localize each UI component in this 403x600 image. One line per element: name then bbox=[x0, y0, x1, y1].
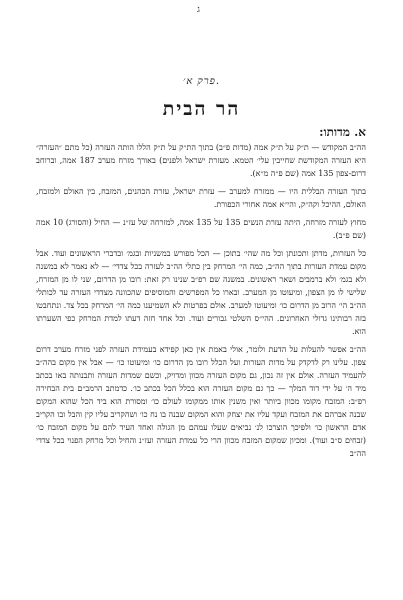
body-text bbox=[36, 124, 366, 594]
paragraph: כל העזרות, מדתן ותכונתן וכל מה שהי׳ בתוכן — הכל מפורש במשניות ובגמ׳ ובדברי הראשונים ועוד. אבל מקום עמדת העזרות בתוך הה״ב, כמה הי׳ המרחק בין כתלי הה״ב לעזרה בכל צדדי׳ — לא נאמר לא במשנה ולא בגמ׳ ולא ברמבים ושאר ראשונים. במשנה שם רפ״ב שנינו רק זאת: רובו מן הדרום, שני לו מן המזרח, שלישי לו מן הצפון, ומיעוטו מן המערב. ובארו כל המפרשים והמוסיפים שהכוונה מצדדי העזרה עד לכותלי הה״ב הי׳ הרוב מן הדרום כו׳ ומיעוטו למערב. אולם בפרטות לא השמיענו כמה הי׳ המרחק בכל צד. ונתחבטו בזה רבותינו גדולי האחרונים. ההי״ס השלטי גבורים ועוד. וכל אחד חזה דעתו למדת המרחק כפי השערתו הוא. bbox=[36, 249, 366, 336]
page-marker: ג bbox=[197, 5, 200, 15]
paragraph: מחוץ לעזרה מזרחה, היתה עזרת הנשים 135 על 135 אמה, למזרחה של עז״נ — החיל (והסורג) 10 אמה (שם פ״ב). bbox=[36, 218, 366, 240]
paragraph: בתוך העזרה הבללית היו — ממזרח למערב — עזרת ישראל, עזרת הכהנים, המזבח, בין האולם ולמזבח, האולם, ההיכל וקה״ק, והי״א אמה אחורי הכפורת. bbox=[36, 187, 366, 209]
paragraph: הה״ב המקודש — ת״ק על ת״ק אמה (מדות פ״ב) בתוך הת״ק על ת״ק הללו הותה העזרה (כל מתם ״העזרה״ היא העזרה המקודשת שחייבין עלי׳ הטמא. מעזרת ישראל ולפנים) באורך מזרח מערב 187 אמה, וברוחב דרום-צפון 135 אמה (שם פ״ה מ״א). bbox=[36, 143, 366, 178]
paragraph: הה״ב אפשר להעלות על הדעת ולומר, אולי באמת אין כאן קפידא בעמידת העזרה לפני מזרח מערב דרום צפון. עלינו רק לדקדק על מדות העזרות ועל הכלל רובו מן הדרום כו׳ ומיעוטו כו׳ — אבל אין מקום בהה״ב להעמיד העזרה. אולם אין זה נכון, גם מקום העזרה מכוון ומדויק, וכשם שמדות העזרה ותבנותה באו בכתב מיד ה׳ על ידי דוד המלך — כך גם מקום העזרה הוא בכלל הכל בכתב כו׳. כדמתב הרמב״ם בית הבחירה רפ״ב: המזבח מקומו מכוון ביותר ואין משנין אותו ממקומו לעולם כו׳ ומסורת הוא ביד הכל שהוא המקום שבנה אברהם את המזבח ועקד עליו את יצחק והוא המקום שבנה בו נח כו׳ ושהקריב עליו קין והבל ובו הקריב אדם הראשון כו׳ ולפיכך הוצרכו לנ׳ נביאים שעלו עמהם מן הגולה ואחד העיד להם על מקום המזבח כו׳ (זבחים ס״ב ועוד). ומכיון שמקום המזבח מכוון הרי כל עמדת העזרה ועז״נ והחיל וכל מרחק הפנוי בכל צדדי הה״ב bbox=[36, 345, 366, 458]
section-heading: א. מדותו: bbox=[319, 125, 366, 139]
chapter-label: פרק א׳. bbox=[182, 76, 221, 87]
page-title: הר הבית bbox=[162, 98, 241, 120]
